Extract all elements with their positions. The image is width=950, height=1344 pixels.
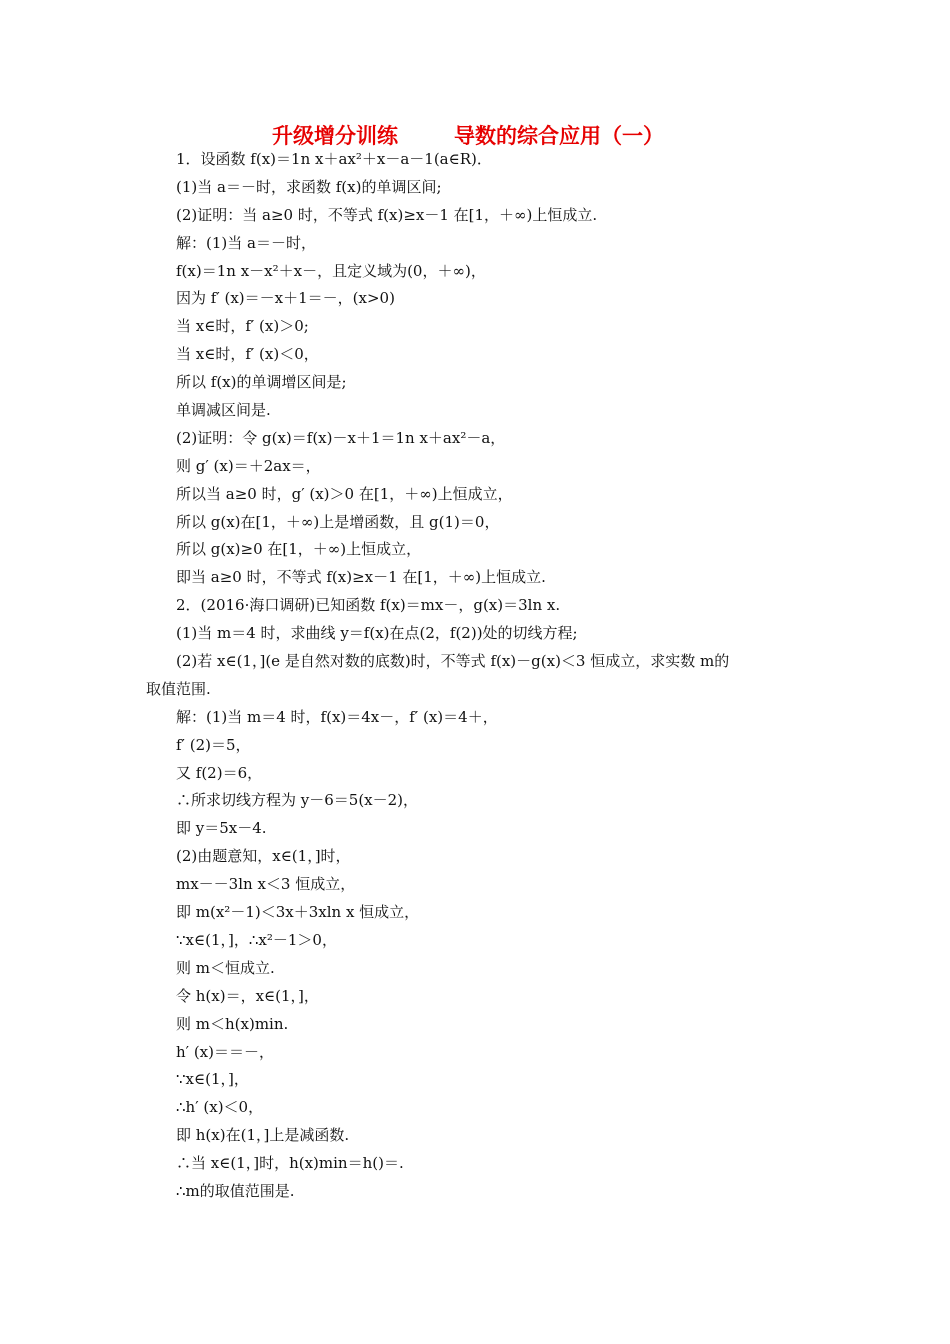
text-line: (1)当 m＝4 时，求曲线 y＝f(x)在点(2，f(2))处的切线方程; [176,624,578,643]
text-line: 单调减区间是. [176,401,271,420]
text-line: 令 h(x)＝，x∈(1，]， [176,986,319,1005]
text-line: ∵x∈(1，]，∴x²－1＞0， [176,930,337,949]
text-line: (2)若 x∈(1，](e 是自然对数的底数)时，不等式 f(x)－g(x)＜3 恒成立，求实数 m的 [176,652,730,671]
text-line: mx－－3ln x＜3 恒成立， [176,875,356,894]
text-line: 即 m(x²－1)＜3x＋3xln x 恒成立， [176,903,420,922]
text-line: 所以 g(x)在[1，＋∞)上是增函数，且 g(1)＝0， [176,512,500,531]
text-line: 即 y＝5x－4. [176,819,267,838]
text-line: ∴当 x∈(1，]时，h(x)min＝h()＝. [176,1154,404,1173]
title-right: 导数的综合应用（一） [454,124,664,148]
text-line: f(x)＝1n x－x²＋x－，且定义域为(0，＋∞)， [176,261,486,280]
text-line: ∴m的取值范围是. [176,1181,295,1200]
text-line: ∴所求切线方程为 y－6＝5(x－2)， [176,791,419,810]
text-line: (1)当 a＝－时，求函数 f(x)的单调区间; [176,177,442,196]
text-line: 解：(1)当 m＝4 时，f(x)＝4x－，f′ (x)＝4＋， [176,707,498,726]
text-line: 当 x∈时，f′ (x)＞0; [176,317,309,336]
text-line: 所以 f(x)的单调增区间是; [176,373,347,392]
text-line: 因为 f′ (x)＝－x＋1＝－，(x>0) [176,289,395,308]
text-line: 即当 a≥0 时，不等式 f(x)≥x－1 在[1，＋∞)上恒成立. [176,568,546,587]
text-line: (2)证明：令 g(x)＝f(x)－x＋1＝1n x＋ax²－a， [176,428,506,447]
text-line: 则 g′ (x)＝＋2ax＝， [176,456,321,475]
document-body [146,146,816,1206]
text-line: 2．(2016·海口调研)已知函数 f(x)＝mx－，g(x)＝3ln x. [176,596,561,615]
text-line: 即 h(x)在(1，]上是减函数. [176,1126,350,1145]
text-line: (2)证明：当 a≥0 时，不等式 f(x)≥x－1 在[1，＋∞)上恒成立. [176,205,598,224]
text-line: ∵x∈(1，]， [176,1070,249,1089]
text-line: 所以当 a≥0 时，g′ (x)＞0 在[1，＋∞)上恒成立， [176,484,513,503]
text-line: f′ (2)＝5， [176,735,251,754]
text-line: ∴h′ (x)＜0， [176,1098,264,1117]
text-line: 1．设函数 f(x)＝1n x＋ax²＋x－a－1(a∈R)． [176,150,492,168]
text-line: 又 f(2)＝6， [176,763,263,782]
text-line: 取值范围. [146,679,211,698]
text-line: 当 x∈时，f′ (x)＜0， [176,345,319,364]
text-line: 所以 g(x)≥0 在[1，＋∞)上恒成立， [176,540,422,559]
text-line: h′ (x)＝＝－， [176,1042,274,1061]
text-line: 则 m＜h(x)min. [176,1014,289,1033]
text-line: (2)由题意知，x∈(1，]时， [176,847,351,866]
title-left: 升级增分训练 [272,124,398,148]
text-line: 则 m＜恒成立. [176,958,275,977]
text-line: 解：(1)当 a＝－时， [176,233,316,252]
